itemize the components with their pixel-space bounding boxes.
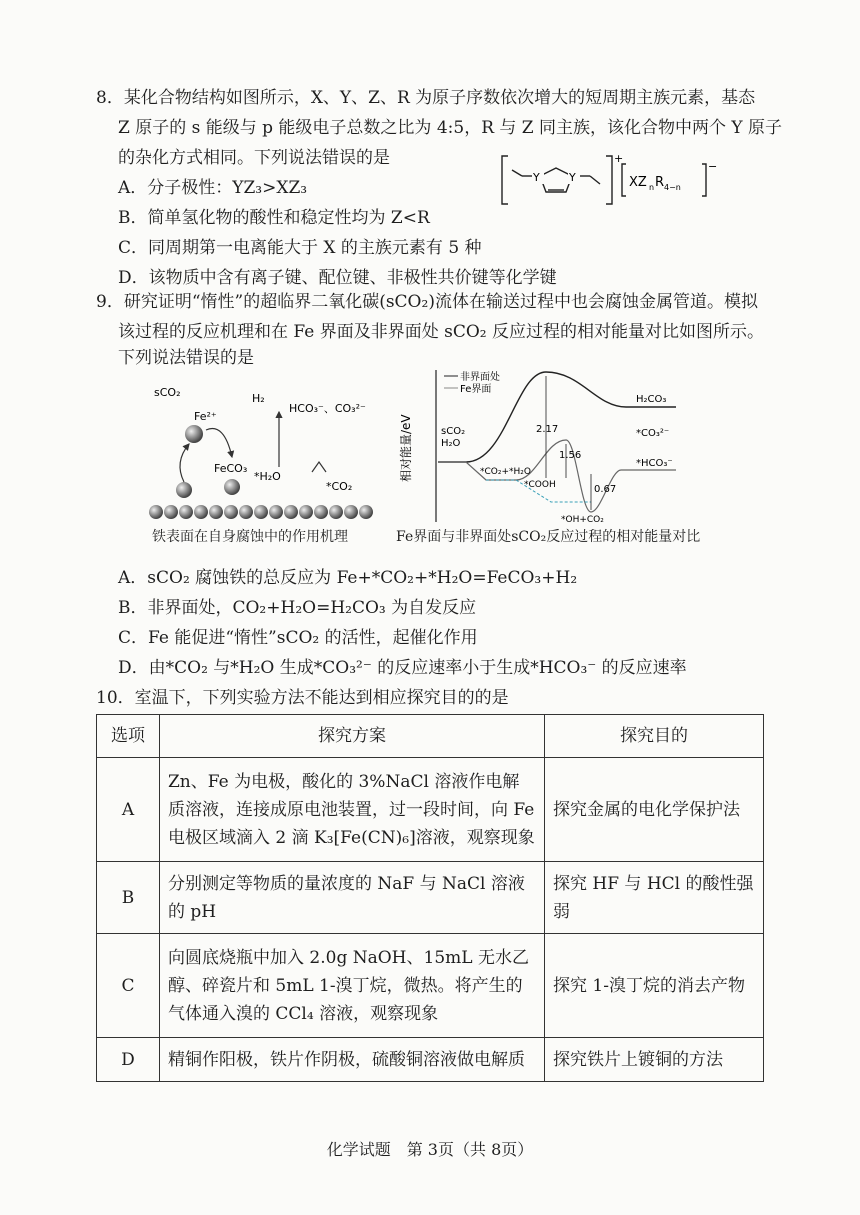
- fig-left-caption: 铁表面在自身腐蚀中的作用机理: [152, 529, 348, 545]
- curve-fe-interface: [438, 440, 676, 512]
- row-goal: 探究金属的电化学保护法: [545, 758, 764, 862]
- q9-option-d: D．由*CO₂ 与*H₂O 生成*CO₃²⁻ 的反应速率小于生成*HCO₃⁻ 的反应速率: [118, 658, 687, 678]
- table-row: [97, 934, 764, 1038]
- anion-sub-4n: 4−n: [664, 183, 681, 192]
- value-1-56: 1.56: [559, 450, 582, 461]
- label-oh-co2: *OH+CO₂: [561, 515, 604, 524]
- q10-stem: 10．室温下，下列实验方法不能达到相应探究目的的是: [96, 688, 509, 708]
- q8-stem-line2: Z 原子的 s 能级与 p 能级电子总数之比为 4:5，R 与 Z 同主族，该化合物中两个 Y 原子: [118, 118, 783, 138]
- label-co3: *CO₃²⁻: [636, 428, 670, 439]
- table-header-row: [97, 715, 764, 758]
- q9-stem-line1: 9．研究证明“惰性”的超临界二氧化碳(sCO₂)流体在输送过程中也会腐蚀金属管道。模拟: [96, 292, 758, 312]
- row-option: A: [97, 758, 160, 862]
- fig-right-caption: Fe界面与非界面处sCO₂反应过程的相对能量对比: [396, 529, 701, 545]
- value-2-17: 2.17: [536, 424, 559, 435]
- mech-feco3: FeCO₃: [214, 462, 248, 475]
- energy-ylabel: 相对能量/eV: [399, 414, 413, 482]
- experiment-table: [96, 714, 764, 1082]
- page-footer: 化学试题 第 3页（共 8页）: [326, 1140, 534, 1159]
- cation-charge: +: [614, 152, 624, 165]
- label-co2-h2o: *CO₂+*H₂O: [480, 467, 531, 477]
- mech-fe2: Fe²⁺: [194, 410, 217, 423]
- q8-option-a: A．分子极性：YZ₃>XZ₃: [118, 178, 308, 198]
- mechanism-figure: [144, 372, 384, 522]
- q8-stem-line3: 的杂化方式相同。下列说法错误的是: [118, 148, 390, 168]
- mech-sco2: sCO₂: [154, 386, 181, 399]
- q8-option-c: C．同周期第一电离能大于 X 的主族元素有 5 种: [118, 238, 482, 258]
- row-option: C: [97, 934, 160, 1038]
- header-option: 选项: [97, 715, 160, 758]
- anion-sub-n: n: [649, 183, 655, 192]
- label-cooh: *COOH: [524, 480, 556, 490]
- value-0-67: 0.67: [594, 484, 617, 495]
- q9-stem-line3: 下列说法错误的是: [118, 348, 254, 368]
- row-goal: 探究 1-溴丁烷的消去产物: [545, 934, 764, 1038]
- atom-y-right: Y: [569, 171, 576, 184]
- header-plan: 探究方案: [160, 715, 545, 758]
- q8-stem-line1: 8．某化合物结构如图所示，X、Y、Z、R 为原子序数依次增大的短周期主族元素，基态: [96, 88, 756, 108]
- row-option: B: [97, 862, 160, 934]
- table-row: [97, 758, 764, 862]
- legend-non-interface: 非界面处: [460, 372, 500, 383]
- row-plan: 分别测定等物质的量浓度的 NaF 与 NaCl 溶液的 pH: [160, 862, 545, 934]
- energy-profile-figure: [396, 362, 696, 524]
- header-goal: 探究目的: [545, 715, 764, 758]
- q9-option-b: B．非界面处，CO₂+H₂O=H₂CO₃ 为自发反应: [118, 598, 477, 618]
- anion-charge: −: [708, 160, 718, 173]
- table-row: [97, 1038, 764, 1082]
- anion-r: R: [655, 175, 665, 190]
- q8-option-d: D．该物质中含有离子键、配位键、非极性共价键等化学键: [118, 268, 557, 288]
- q9-stem-line2: 该过程的反应机理和在 Fe 界面及非界面处 sCO₂ 反应过程的相对能量对比如图所示。: [118, 322, 765, 342]
- mech-hco3: HCO₃⁻、CO₃²⁻: [289, 402, 366, 415]
- q9-option-c: C．Fe 能促进“惰性”sCO₂ 的活性，起催化作用: [118, 628, 478, 648]
- legend-fe-interface: Fe界面: [460, 384, 492, 395]
- atom-y-left: Y: [533, 171, 540, 184]
- row-plan: Zn、Fe 为电极，酸化的 3%NaCl 溶液作电解质溶液，连接成原电池装置，过一段时间，向 Fe 电极区域滴入 2 滴 K₃[Fe(CN)₆]溶液，观察现象: [160, 758, 545, 862]
- row-goal: 探究 HF 与 HCl 的酸性强弱: [545, 862, 764, 934]
- label-hco3: *HCO₃⁻: [636, 458, 673, 469]
- mech-h2o: *H₂O: [254, 470, 281, 483]
- row-option: D: [97, 1038, 160, 1082]
- label-h2co3: H₂CO₃: [636, 394, 667, 405]
- label-sco2: sCO₂: [441, 426, 466, 437]
- mech-co2: *CO₂: [326, 480, 353, 493]
- row-plan: 精铜作阳极，铁片作阴极，硫酸铜溶液做电解质: [160, 1038, 545, 1082]
- q9-option-a: A．sCO₂ 腐蚀铁的总反应为 Fe+*CO₂+*H₂O=FeCO₃+H₂: [118, 568, 578, 588]
- mech-h2: H₂: [252, 392, 265, 405]
- row-goal: 探究铁片上镀铜的方法: [545, 1038, 764, 1082]
- q8-structure-diagram: [498, 150, 718, 210]
- row-plan: 向圆底烧瓶中加入 2.0g NaOH、15mL 无水乙醇、碎瓷片和 5mL 1-溴丁烷，微热。将产生的气体通入溴的 CCl₄ 溶液，观察现象: [160, 934, 545, 1038]
- table-row: [97, 862, 764, 934]
- label-h2o: H₂O: [441, 438, 461, 449]
- q8-option-b: B．简单氢化物的酸性和稳定性均为 Z<R: [118, 208, 430, 228]
- anion-formula: XZ: [629, 175, 647, 190]
